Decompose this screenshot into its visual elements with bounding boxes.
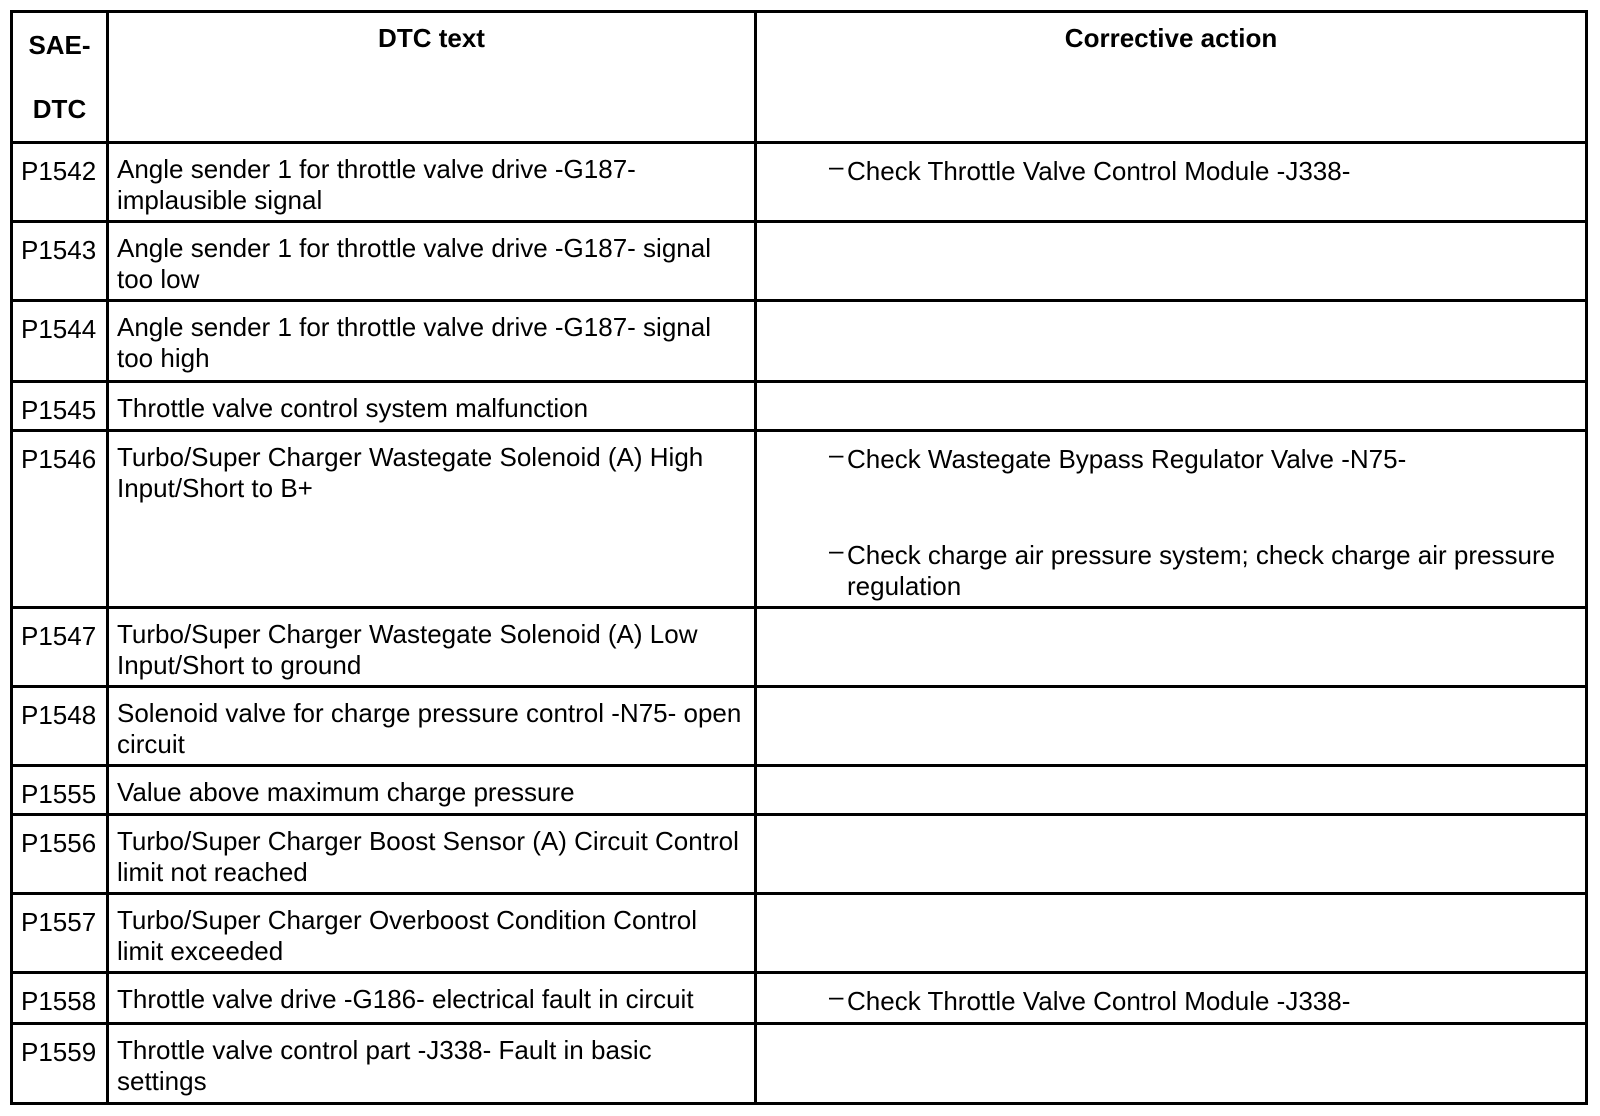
corrective-action-text: Check Throttle Valve Control Module -J338- <box>847 986 1351 1016</box>
corrective-action-item <box>829 981 1575 1017</box>
table-row <box>12 1024 1587 1104</box>
dtc-text-cell: Solenoid valve for charge pressure control -N75- open circuit <box>108 687 756 766</box>
dtc-text-cell: Throttle valve drive -G186- electrical fault in circuit <box>108 973 756 1024</box>
corrective-action-cell <box>756 608 1587 687</box>
dtc-table <box>10 10 1588 1105</box>
dtc-code-cell: P1547 <box>12 608 108 687</box>
dtc-text-cell: Turbo/Super Charger Wastegate Solenoid (A) Low Input/Short to ground <box>108 608 756 687</box>
dtc-code-cell: P1546 <box>12 431 108 608</box>
dtc-text-cell: Turbo/Super Charger Wastegate Solenoid (A) High Input/Short to B+ <box>108 431 756 608</box>
dtc-code-cell: P1544 <box>12 301 108 382</box>
table-row <box>12 973 1587 1024</box>
corrective-action-text: Check Wastegate Bypass Regulator Valve -N75- <box>847 444 1407 474</box>
dtc-code-cell: P1557 <box>12 894 108 973</box>
dtc-code-cell: P1555 <box>12 766 108 815</box>
dash-bullet-icon: – <box>829 535 844 565</box>
table-row <box>12 687 1587 766</box>
table-row <box>12 222 1587 301</box>
header-dtc-text: DTC text <box>108 12 756 143</box>
table-row <box>12 815 1587 894</box>
corrective-action-item <box>829 439 1575 475</box>
corrective-action-cell <box>756 143 1587 222</box>
table-row <box>12 382 1587 431</box>
dtc-text-cell: Throttle valve control system malfunction <box>108 382 756 431</box>
dash-bullet-icon: – <box>829 151 844 181</box>
table-row <box>12 431 1587 608</box>
dtc-text-cell: Throttle valve control part -J338- Fault in basic settings <box>108 1024 756 1104</box>
dtc-code-cell: P1545 <box>12 382 108 431</box>
dtc-text-cell: Turbo/Super Charger Overboost Condition Control limit exceeded <box>108 894 756 973</box>
corrective-action-cell <box>756 222 1587 301</box>
dtc-code-cell: P1543 <box>12 222 108 301</box>
dtc-code-cell: P1542 <box>12 143 108 222</box>
table-row <box>12 608 1587 687</box>
dtc-code-cell: P1556 <box>12 815 108 894</box>
table-row <box>12 143 1587 222</box>
corrective-action-item <box>829 151 1575 187</box>
header-corrective-action: Corrective action <box>756 12 1587 143</box>
corrective-action-item <box>829 535 1575 602</box>
dtc-code-cell: P1548 <box>12 687 108 766</box>
dtc-text-cell: Turbo/Super Charger Boost Sensor (A) Circuit Control limit not reached <box>108 815 756 894</box>
corrective-action-cell <box>756 894 1587 973</box>
corrective-action-cell <box>756 766 1587 815</box>
dtc-code-cell: P1559 <box>12 1024 108 1104</box>
dtc-text-cell: Angle sender 1 for throttle valve drive -G187- signal too low <box>108 222 756 301</box>
corrective-action-cell <box>756 815 1587 894</box>
header-sae-dtc-line2: DTC <box>32 94 87 124</box>
dash-bullet-icon: – <box>829 439 844 469</box>
table-header-row <box>12 12 1587 143</box>
dtc-text-cell: Angle sender 1 for throttle valve drive -G187- implausible signal <box>108 143 756 222</box>
dtc-text-cell: Value above maximum charge pressure <box>108 766 756 815</box>
table-row <box>12 766 1587 815</box>
corrective-action-cell <box>756 431 1587 608</box>
table-body <box>12 143 1587 1104</box>
corrective-action-cell <box>756 687 1587 766</box>
corrective-action-cell <box>756 973 1587 1024</box>
table-row <box>12 301 1587 382</box>
table-row <box>12 894 1587 973</box>
header-sae-dtc-line1: SAE- <box>28 30 91 60</box>
corrective-action-text: Check Throttle Valve Control Module -J338- <box>847 156 1351 186</box>
dtc-code-cell: P1558 <box>12 973 108 1024</box>
corrective-action-cell <box>756 1024 1587 1104</box>
header-sae-dtc <box>12 12 108 143</box>
corrective-action-cell <box>756 301 1587 382</box>
dtc-text-cell: Angle sender 1 for throttle valve drive -G187- signal too high <box>108 301 756 382</box>
corrective-action-cell <box>756 382 1587 431</box>
corrective-action-text: Check charge air pressure system; check charge air pressure regulation <box>847 540 1556 601</box>
dash-bullet-icon: – <box>829 981 844 1011</box>
